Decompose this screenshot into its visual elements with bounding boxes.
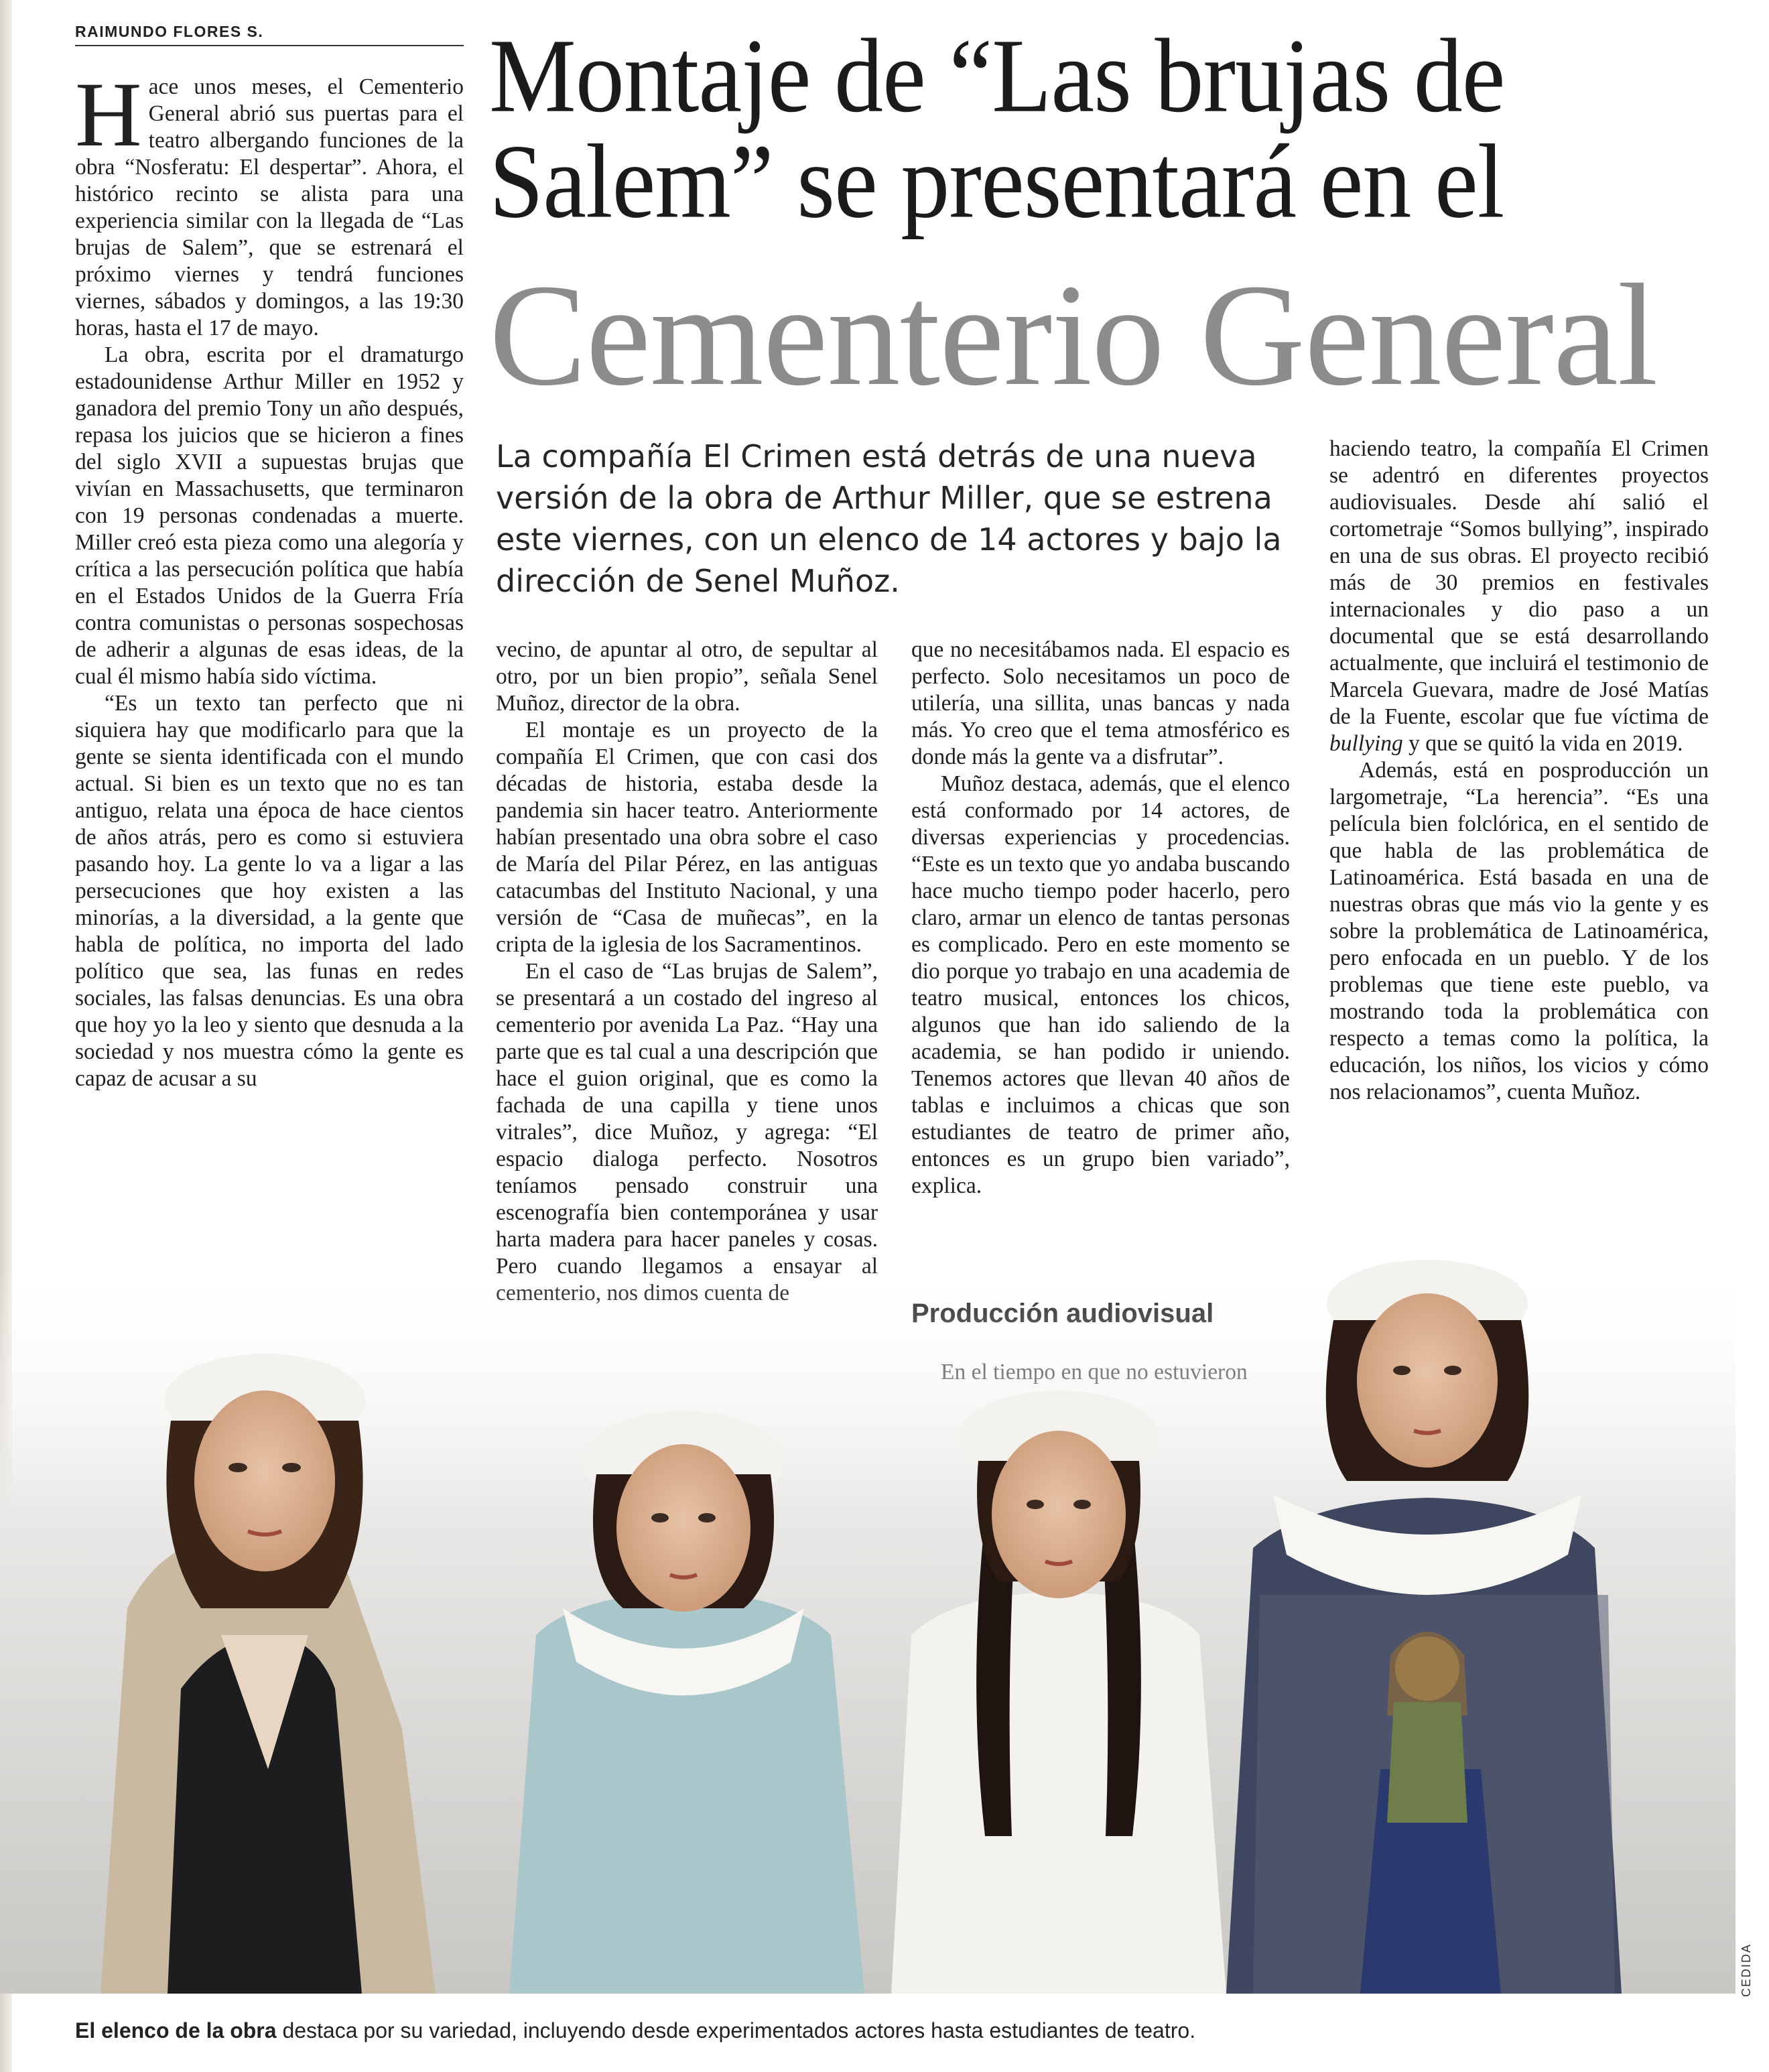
- headline-line-2: Salem” se presentará en el: [489, 123, 1504, 240]
- article-paragraph: Además, está en posproducción un largometraje, “La herencia”. “Es una película bien folclórica, en el sentido de que habla de las problemática de Latinoamérica. Está basada en una de nuestras obras que más vio la gente y es sobre la problemática de Latinoamérica, pero enfocada en un pueblo. Y de los problemas que tiene este pueblo, va mostrando toda la problemática con respecto a temas como la política, la educación, los niños, los vicios y cómo nos relacionamos”, cuenta Muñoz.: [1329, 758, 1709, 1104]
- article-paragraph: [1329, 436, 1709, 757]
- article-column-4: [1329, 436, 1709, 1106]
- drop-cap: H: [75, 63, 142, 166]
- cast-photo: [0, 1260, 1735, 1994]
- photo-credit: CEDIDA: [1740, 1943, 1753, 1998]
- article-paragraph: En el caso de “Las brujas de Salem”, se presentará a un costado del ingreso al cementerio por avenida La Paz. “Hay una parte que es tal cual a una descripción que hace el guion original, que es como la fachada de una capilla y tiene unos vitrales”, dice Muñoz, y agrega: “El espacio dialoga perfecto. Nosotros teníamos pensado construir una escenografía bien contemporánea y usar harta madera para hacer paneles y cosas.: [496, 959, 878, 1252]
- photo-caption: [75, 2018, 1737, 2043]
- article-paragraph: El montaje es un proyecto de la compañía El Crimen, que con casi dos décadas de historia, estaba desde la pandemia sin hacer teatro. Anteriormente habían presentado una obra sobre el caso de María del Pilar Pérez, en las antiguas catacumbas del Instituto Nacional, y una versión de “Casa de muñecas”, en la cripta de la iglesia de los Sacramentinos.: [496, 718, 878, 957]
- headline: [489, 17, 1756, 240]
- italic-term: bullying: [1329, 731, 1403, 756]
- article-paragraph: que no necesitábamos nada. El espacio es perfecto. Solo necesitamos un poco de utilería, una sillita, unas bancas y nada más. Yo creo que el tema atmosférico es donde más la gente va a disfrutar”.: [911, 637, 1290, 769]
- article-paragraph: La obra, escrita por el dramaturgo estadounidense Arthur Miller en 1952 y ganadora del premio Tony un año después, repasa los juicios que se hicieron a fines del siglo XVII a supuestas brujas que vivían en Massachusetts, que terminaron con 19 personas condenadas a muerte. Miller creó esta pieza como una alegoría y crítica a las persecución política que había en el Estados Unidos de la Guerra Fría contra comunistas o personas sospechosas de adherir a algunas de esas ideas, de la cual él mismo había sido víctima.: [75, 342, 464, 689]
- article-paragraph: [75, 63, 464, 342]
- deck-summary: La compañía El Crimen está detrás de una nueva versión de la obra de Arthur Miller, que se estrena este viernes, con un elenco de 14 actores y bajo la dirección de Senel Muñoz.: [496, 438, 1282, 599]
- headline-line-1: Montaje de “Las brujas de: [489, 17, 1505, 135]
- paragraph-text: ace unos meses, el Cementerio General abrió sus puertas para el teatro albergando funciones de la obra “Nosferatu: El despertar”. Ahora, el histórico recinto se alista para una experiencia similar con la llegada de “Las brujas de Salem”, que se estrenará el próximo viernes y tendrá funciones viernes, sábados y domingos, a las 19:30 horas, hasta el 17 de mayo.: [75, 74, 464, 340]
- article-column-1: [75, 63, 464, 1092]
- paragraph-text: y que se quitó la vida en 2019.: [1408, 731, 1683, 756]
- article-paragraph: Muñoz destaca, además, que el elenco está conformado por 14 actores, de diversas experiencias y procedencias. “Este es un texto que yo andaba buscando hace mucho tiempo poder hacerlo, pero claro, armar un elenco de tantas personas es complicado. Pero en este momento se dio porque yo trabajo en una academia de teatro musical, entonces los chicos, algunos que han ido saliendo de la academia, se han podido ir uniendo. Tenemos actores que llevan 40 años de tablas e incluimos a chicas que son estudiantes de teatro de primer año, entonces es un grupo bien variado”, explica.: [911, 771, 1290, 1198]
- paragraph-text: haciendo teatro, la compañía El Crimen se adentró en diferentes proyectos audiovisuales. Desde ahí salió el cortometraje “Somos bullying”, inspirado en una de sus obras. El proyecto recibió más de 30 premios en festivales internacionales y dio paso a un documental que se está desarrollando actualmente, que incluirá el testimonio de Marcela Guevara, madre de José Matías de la Fuente, escolar que fue víctima de: [1329, 436, 1709, 729]
- article-column-2: [496, 637, 878, 1307]
- cast-photo-illustration: [0, 1260, 1735, 1994]
- article-paragraph: vecino, de apuntar al otro, de sepultar al otro, por un bien propio”, señala Senel Muñoz, director de la obra.: [496, 637, 878, 716]
- article-column-3: [911, 637, 1290, 1200]
- article-paragraph: “Es un texto tan perfecto que ni siquiera hay que modificarlo para que la gente se sienta identificada con el mundo actual. Si bien es un texto que no es tan antiguo, relata una época de hace cientos de años atrás, pero es como si estuviera pasando hoy. La gente lo va a ligar a las persecuciones que hoy existen a las minorías, a la diversidad, a la gente que habla de política, no importa del lado político que sea, las funas en redes sociales, las falsas denuncias. Es una obra que hoy yo la leo y siento que desnuda a la sociedad y nos muestra cómo la gente es capaz de acusar a su: [75, 691, 464, 1091]
- headline-highlight: Cementerio General: [489, 255, 1658, 416]
- caption-lead: El elenco de la obra: [75, 2018, 277, 2043]
- caption-text: destaca por su variedad, incluyendo desde experimentados actores hasta estudiantes de teatro.: [276, 2018, 1196, 2043]
- byline: RAIMUNDO FLORES S.: [75, 23, 464, 46]
